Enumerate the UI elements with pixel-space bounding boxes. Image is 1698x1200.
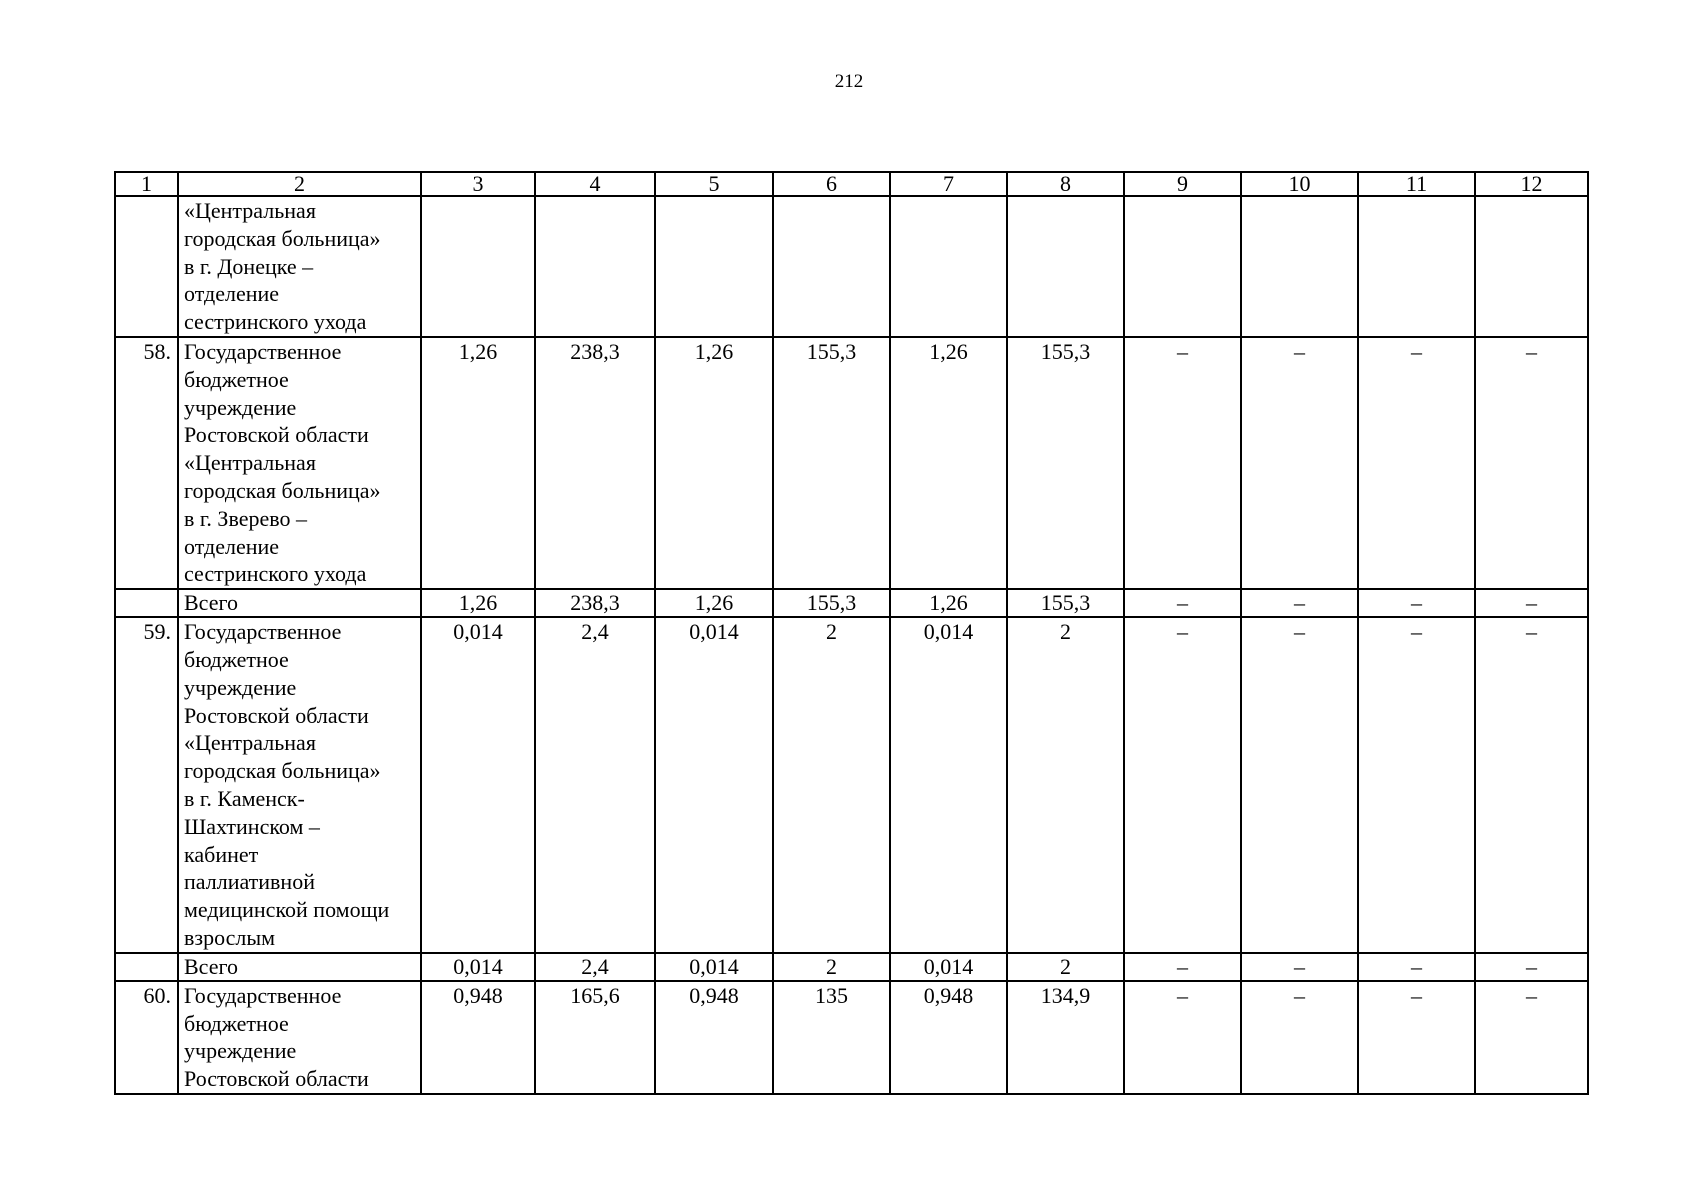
value-cell: – [1358, 953, 1475, 981]
value-cell: 0,014 [421, 617, 535, 953]
value-cell: 1,26 [655, 589, 773, 617]
table-row-continuation [115, 196, 1588, 337]
value-cell: – [1124, 617, 1241, 953]
value-cell: – [1241, 953, 1358, 981]
value-cell: 1,26 [421, 337, 535, 589]
value-cell: 2 [773, 617, 890, 953]
value-cell: – [1358, 589, 1475, 617]
header-cell: 12 [1475, 172, 1588, 196]
value-cell: 155,3 [773, 337, 890, 589]
value-cell [1007, 196, 1124, 337]
header-cell: 10 [1241, 172, 1358, 196]
header-cell: 7 [890, 172, 1007, 196]
data-table [114, 171, 1589, 1095]
row-number-cell: 58. [115, 337, 178, 589]
institution-name-cell: Государственное бюджетное учреждение Ростовской области [178, 981, 421, 1094]
value-cell: 0,948 [655, 981, 773, 1094]
value-cell [773, 196, 890, 337]
value-cell: 2,4 [535, 953, 655, 981]
total-label-cell: Всего [178, 953, 421, 981]
value-cell: 134,9 [1007, 981, 1124, 1094]
header-cell: 1 [115, 172, 178, 196]
value-cell: 2 [1007, 953, 1124, 981]
value-cell: 238,3 [535, 589, 655, 617]
row-number-cell [115, 953, 178, 981]
row-number-cell: 59. [115, 617, 178, 953]
value-cell: 1,26 [655, 337, 773, 589]
value-cell: – [1124, 953, 1241, 981]
header-cell: 8 [1007, 172, 1124, 196]
header-cell: 11 [1358, 172, 1475, 196]
value-cell: 0,948 [890, 981, 1007, 1094]
value-cell: 155,3 [1007, 589, 1124, 617]
table-row-58 [115, 337, 1588, 589]
value-cell: 135 [773, 981, 890, 1094]
value-cell: 2 [1007, 617, 1124, 953]
header-cell: 6 [773, 172, 890, 196]
value-cell: – [1241, 617, 1358, 953]
value-cell: 0,014 [655, 953, 773, 981]
value-cell: – [1241, 981, 1358, 1094]
value-cell: 2 [773, 953, 890, 981]
value-cell: 155,3 [1007, 337, 1124, 589]
value-cell: 238,3 [535, 337, 655, 589]
value-cell: – [1475, 617, 1588, 953]
header-cell: 2 [178, 172, 421, 196]
header-row [115, 172, 1588, 196]
table-row-59 [115, 617, 1588, 953]
institution-name-cell: «Центральная городская больница» в г. Донецке – отделение сестринского ухода [178, 196, 421, 337]
total-label-cell: Всего [178, 589, 421, 617]
total-row-58 [115, 589, 1588, 617]
value-cell: – [1358, 981, 1475, 1094]
value-cell: 2,4 [535, 617, 655, 953]
header-cell: 4 [535, 172, 655, 196]
value-cell: – [1475, 981, 1588, 1094]
value-cell: – [1475, 953, 1588, 981]
value-cell: 0,948 [421, 981, 535, 1094]
row-number-cell: 60. [115, 981, 178, 1094]
value-cell: – [1475, 337, 1588, 589]
institution-name-cell: Государственное бюджетное учреждение Ростовской области «Центральная городская больница» в г. Зверево – отделение сестринского ухода [178, 337, 421, 589]
value-cell: – [1124, 981, 1241, 1094]
value-cell [890, 196, 1007, 337]
table-row-60 [115, 981, 1588, 1094]
value-cell [1358, 196, 1475, 337]
total-row-59 [115, 953, 1588, 981]
value-cell [535, 196, 655, 337]
value-cell: 0,014 [655, 617, 773, 953]
header-cell: 3 [421, 172, 535, 196]
row-number-cell [115, 589, 178, 617]
value-cell: – [1124, 337, 1241, 589]
value-cell: 1,26 [890, 337, 1007, 589]
value-cell [1475, 196, 1588, 337]
value-cell: – [1241, 337, 1358, 589]
value-cell [655, 196, 773, 337]
value-cell: 0,014 [421, 953, 535, 981]
value-cell: – [1124, 589, 1241, 617]
value-cell [1241, 196, 1358, 337]
header-cell: 9 [1124, 172, 1241, 196]
value-cell: – [1358, 617, 1475, 953]
value-cell: 0,014 [890, 953, 1007, 981]
row-number-cell [115, 196, 178, 337]
value-cell [1124, 196, 1241, 337]
page-number: 212 [834, 71, 864, 92]
value-cell: 0,014 [890, 617, 1007, 953]
value-cell [421, 196, 535, 337]
value-cell: – [1358, 337, 1475, 589]
header-cell: 5 [655, 172, 773, 196]
institution-name-cell: Государственное бюджетное учреждение Ростовской области «Центральная городская больница» в г. Каменск- Шахтинском – кабинет паллиативной медицинской помощи взрослым [178, 617, 421, 953]
value-cell: 1,26 [890, 589, 1007, 617]
value-cell: – [1241, 589, 1358, 617]
value-cell: – [1475, 589, 1588, 617]
value-cell: 165,6 [535, 981, 655, 1094]
value-cell: 1,26 [421, 589, 535, 617]
value-cell: 155,3 [773, 589, 890, 617]
